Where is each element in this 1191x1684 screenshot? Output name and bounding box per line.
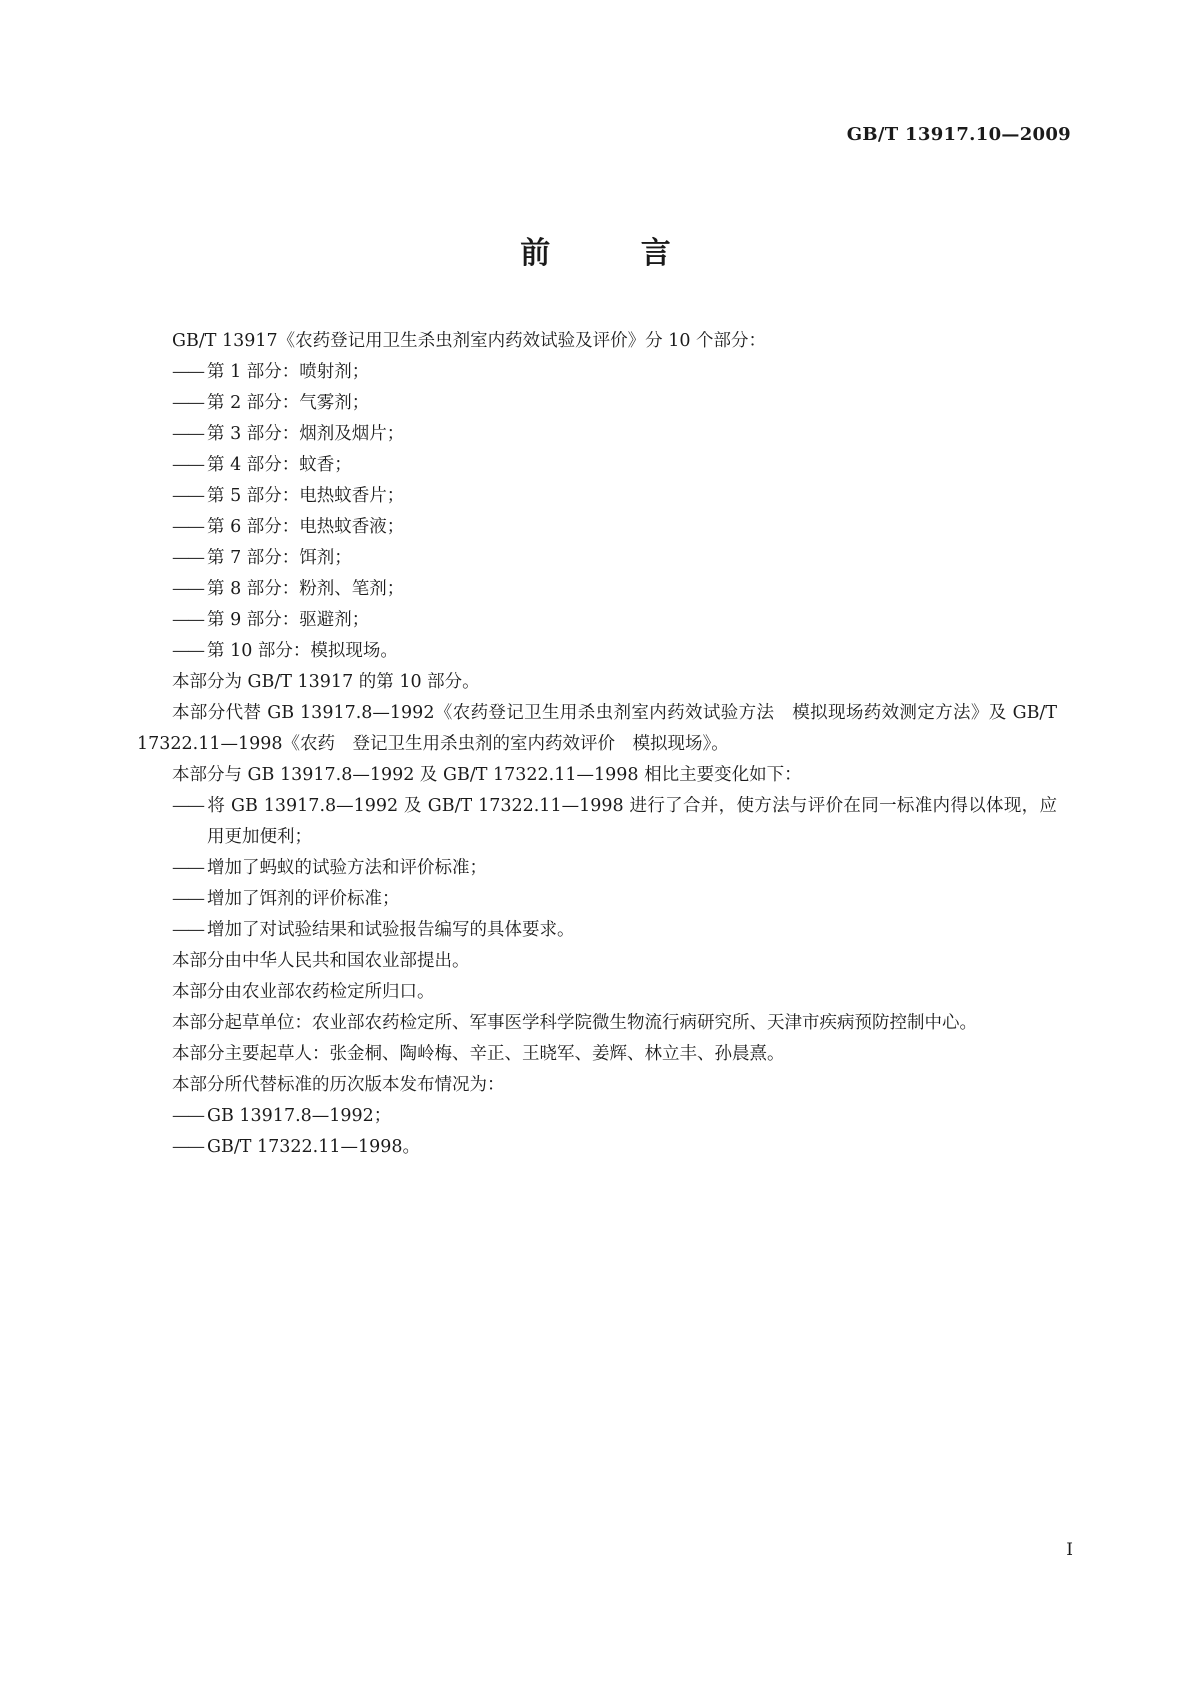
part-item: —— 第 9 部分：驱避剂； xyxy=(137,605,1057,636)
page-title: 前 言 xyxy=(520,236,711,271)
part-item: —— 第 7 部分：饵剂； xyxy=(137,543,1057,574)
part-item: —— 第 2 部分：气雾剂； xyxy=(137,388,1057,419)
drafting-units-paragraph: 本部分起草单位：农业部农药检定所、军事医学科学院微生物流行病研究所、天津市疾病预防控制中心。 xyxy=(172,1013,977,1033)
part-item: —— 第 8 部分：粉剂、笔剂； xyxy=(137,574,1057,605)
replaces-paragraph: 本部分代替 GB 13917.8—1992《农药登记卫生用杀虫剂室内药效试验方法 模拟现场药效测定方法》及 GB/T 17322.11—1998《农药 登记卫生用杀虫剂的室内药效评价 模拟现场》。 xyxy=(137,703,1057,754)
intro-paragraph: GB/T 13917《农药登记用卫生杀虫剂室内药效试验及评价》分 10 个部分： xyxy=(172,331,767,351)
part-item: —— 第 3 部分：烟剂及烟片； xyxy=(137,419,1057,450)
history-intro-paragraph: 本部分所代替标准的历次版本发布情况为： xyxy=(172,1075,505,1095)
this-part-paragraph: 本部分为 GB/T 13917 的第 10 部分。 xyxy=(172,672,480,692)
part-item: —— 第 1 部分：喷射剂； xyxy=(137,357,1057,388)
foreword-body xyxy=(137,326,1057,1163)
part-item: —— 第 6 部分：电热蚊香液； xyxy=(137,512,1057,543)
change-item: —— 增加了蚂蚁的试验方法和评价标准； xyxy=(137,853,1057,884)
proposed-by-paragraph: 本部分由中华人民共和国农业部提出。 xyxy=(172,951,470,971)
change-item: —— 增加了对试验结果和试验报告编写的具体要求。 xyxy=(137,915,1057,946)
page-number: I xyxy=(1066,1540,1073,1560)
part-item: —— 第 10 部分：模拟现场。 xyxy=(137,636,1057,667)
changes-intro-paragraph: 本部分与 GB 13917.8—1992 及 GB/T 17322.11—1998 相比主要变化如下： xyxy=(172,765,802,785)
history-item: —— GB 13917.8—1992； xyxy=(137,1101,1057,1132)
part-item: —— 第 5 部分：电热蚊香片； xyxy=(137,481,1057,512)
drafters-paragraph: 本部分主要起草人：张金桐、陶岭梅、辛正、王晓军、姜辉、林立丰、孙晨熹。 xyxy=(172,1044,785,1064)
change-item: —— 将 GB 13917.8—1992 及 GB/T 17322.11—1998 进行了合并，使方法与评价在同一标准内得以体现，应用更加便利； xyxy=(137,791,1057,853)
standard-code: GB/T 13917.10—2009 xyxy=(846,124,1071,145)
change-item: —— 增加了饵剂的评价标准； xyxy=(137,884,1057,915)
part-item: —— 第 4 部分：蚊香； xyxy=(137,450,1057,481)
managed-by-paragraph: 本部分由农业部农药检定所归口。 xyxy=(172,982,435,1002)
history-item: —— GB/T 17322.11—1998。 xyxy=(137,1132,1057,1163)
